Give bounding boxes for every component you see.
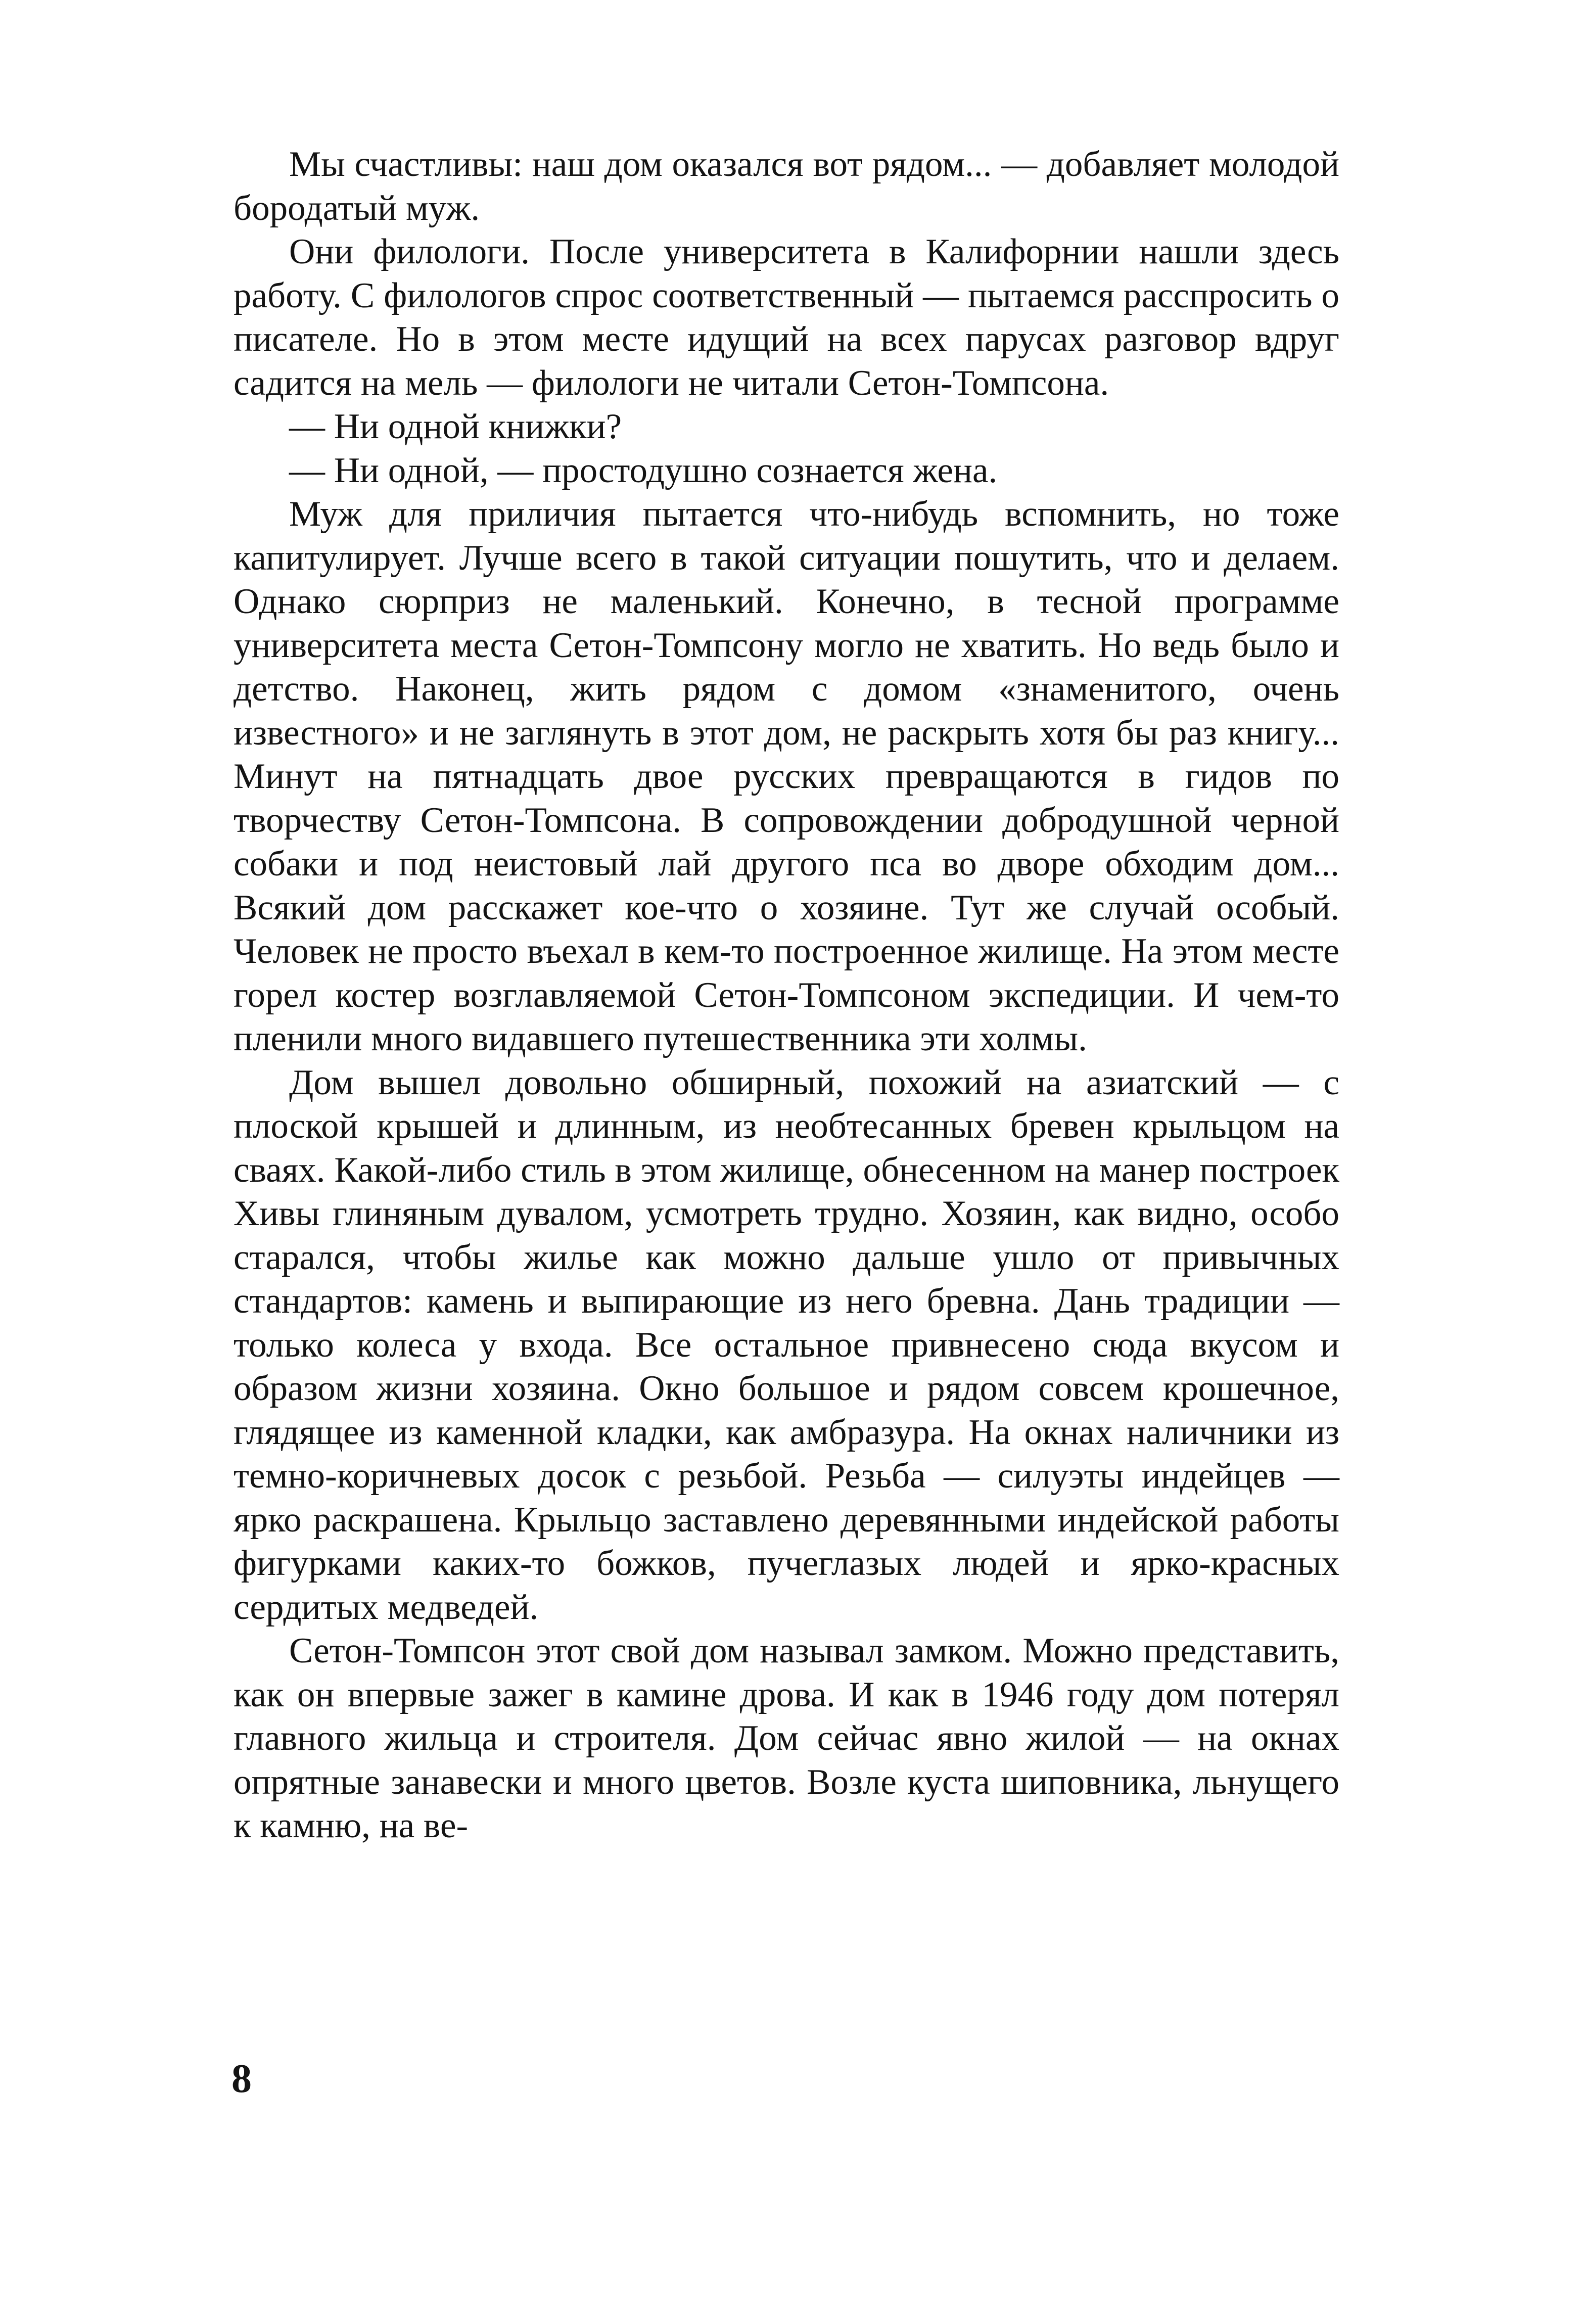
body-text (234, 143, 1339, 1848)
paragraph-2: Они филологи. После университета в Калифорнии нашли здесь работу. С филологов спрос соответственный — пытаемся расспросить о писателе. Но в этом месте идущий на всех парусах разговор вдруг садится на мель — филологи не читали Сетон-Томпсона. (234, 232, 1339, 403)
paragraph-4: — Ни одной, — простодушно сознается жена. (289, 450, 998, 490)
paragraph-7: Сетон-Томпсон этот свой дом называл замком. Можно представить, как он впервые зажег в камине дрова. И как в 1946 году дом потерял главного жильца и строителя. Дом сейчас явно жилой — на окнах опрятные занавески и много цветов. Возле куста шиповника, льнущего к камню, на ве- (234, 1631, 1339, 1845)
paragraph-3: — Ни одной книжки? (289, 407, 622, 446)
paragraph-1: Мы счастливы: наш дом оказался вот рядом... — добавляет молодой бородатый муж. (234, 145, 1339, 228)
paragraph-5: Муж для приличия пытается что-нибудь вспомнить, но тоже капитулирует. Лучше всего в такой ситуации пошутить, что и делаем. Однако сюрприз не маленький. Конечно, в тесной программе университета места Сетон-Томпсону могло не хватить. Но ведь было и детство. Наконец, жить рядом с домом «знаменитого, очень известного» и не заглянуть в этот дом, не раскрыть хотя бы раз книгу... Минут на пятнадцать двое русских превращаются в гидов по творчеству Сетон-Томпсона. В сопровождении добродушной черной собаки и под неистовый лай другого пса во дворе обходим дом... Всякий дом расскажет кое-что о хозяине. Тут же случай особый. Человек не просто въехал в кем-то построенное жилище. На этом месте горел костер возглавляемой Сетон-Томпсоном экспедиции. И чем-то пленили много видавшего путешественника эти холмы. (234, 494, 1339, 1058)
paragraph-6: Дом вышел довольно обширный, похожий на азиатский — с плоской крышей и длинным, из необтесанных бревен крыльцом на сваях. Какой-либо стиль в этом жилище, обнесенном на манер построек Хивы глиняным дувалом, усмотреть трудно. Хозяин, как видно, особо старался, чтобы жилье как можно дальше ушло от привычных стандартов: камень и выпирающие из него бревна. Дань традиции — только колеса у входа. Все остальное привнесено сюда вкусом и образом жизни хозяина. Окно большое и рядом совсем крошечное, глядящее из каменной кладки, как амбразура. На окнах наличники из темно-коричневых досок с резьбой. Резьба — силуэты индейцев — ярко раскрашена. Крыльцо заставлено деревянными индейской работы фигурками каких-то божков, пучеглазых людей и ярко-красных сердитых медведей. (234, 1062, 1339, 1627)
page-number: 8 (231, 2057, 252, 2101)
